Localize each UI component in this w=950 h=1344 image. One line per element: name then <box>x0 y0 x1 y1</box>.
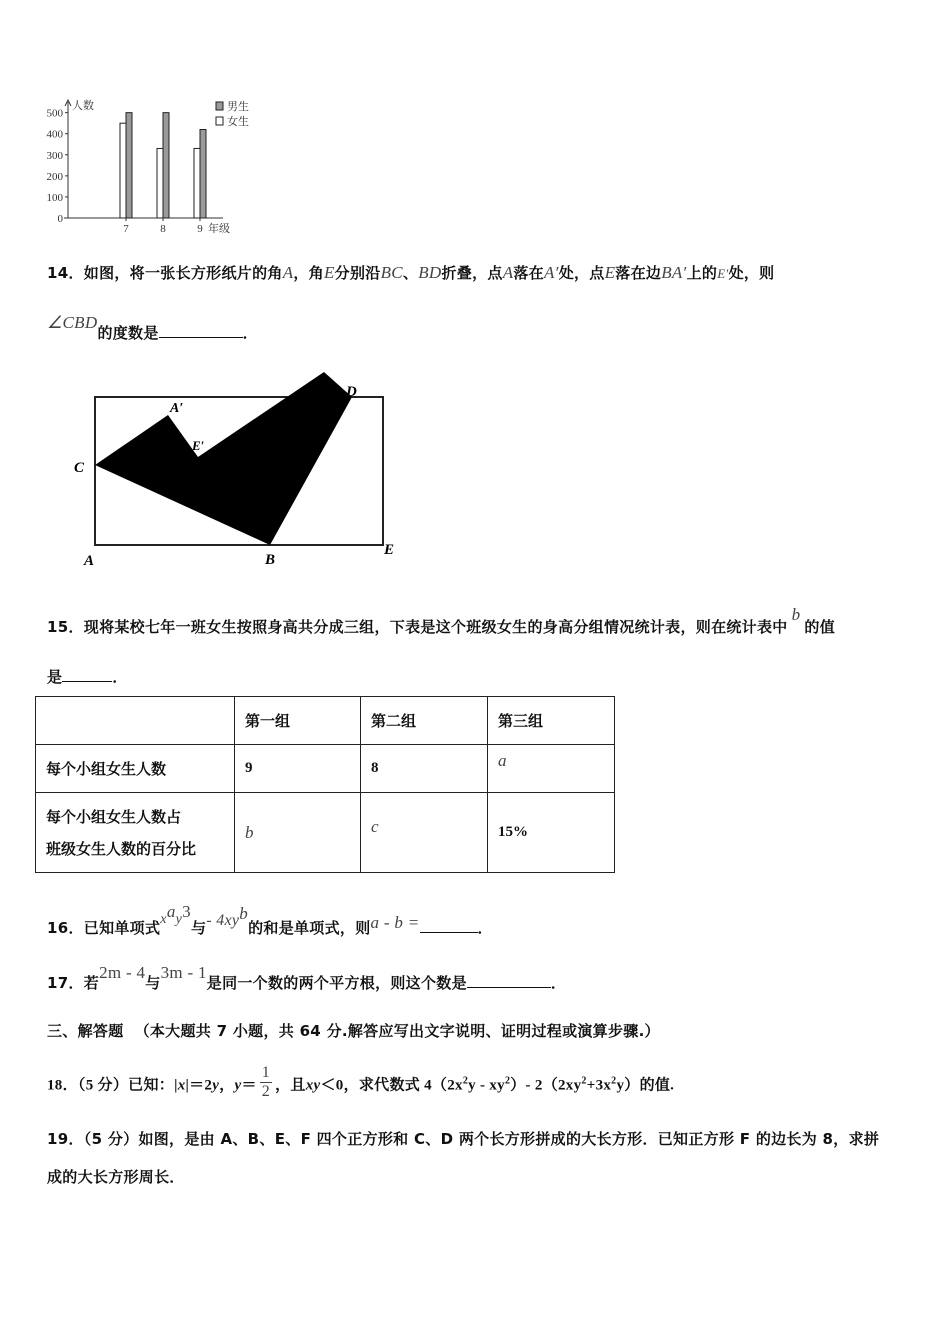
q14-angle-cbd: ∠CBD <box>47 313 98 332</box>
q14-number: 14． <box>47 264 84 282</box>
q15-text: 现将某校七年一班女生按照身高共分成三组，下表是这个班级女生的身高分组情况统计表，则在统计表中 <box>83 618 788 636</box>
table-header-cell: 第二组 <box>361 697 488 745</box>
q16-monomial-1 <box>160 902 191 927</box>
q14-var-e: E <box>323 263 335 282</box>
y-tick-label: 200 <box>46 170 63 183</box>
question-17 <box>47 963 567 993</box>
q16-expression: a - b = <box>370 913 420 932</box>
q16-text: 已知单项式 <box>83 919 161 937</box>
q18-text: 已知：| <box>128 1077 178 1094</box>
table-row <box>36 793 615 873</box>
question-15-line1 <box>47 605 836 637</box>
table-cell <box>488 745 615 793</box>
x-axis-label: 年级 <box>208 222 230 235</box>
q14-var-a: A <box>502 263 514 282</box>
section-note: （本大题共 7 小题，共 64 分.解答应写出文字说明、证明过程或演算步骤.） <box>134 1022 660 1040</box>
q16-text: 的和是单项式，则 <box>248 919 371 937</box>
row-label-line: 班级女生人数的百分比 <box>46 839 197 858</box>
q19-number: 19． <box>47 1130 84 1148</box>
question-19-line1 <box>47 1128 879 1149</box>
label-e: E <box>384 542 395 558</box>
section-3-heading <box>47 1020 660 1041</box>
q14-text: 处，则 <box>728 264 775 282</box>
q16-exp-b: b <box>239 904 249 923</box>
question-18 <box>47 1064 675 1104</box>
table-header-cell <box>36 697 235 745</box>
legend-swatch <box>216 102 223 110</box>
table-row <box>36 745 615 793</box>
label-e-prime: E′ <box>192 438 205 453</box>
table-row-label: 每个小组女生人数 <box>36 745 235 793</box>
table-var-c: c <box>371 816 379 836</box>
y-tick-label: 0 <box>57 213 63 225</box>
q16-4xy: - 4xy <box>206 912 240 929</box>
folding-figure <box>70 362 410 572</box>
q14-seg-bap: BA′ <box>661 263 687 282</box>
q14-var-ap: A′ <box>543 263 559 282</box>
section-title: 三、解答题 <box>47 1022 124 1040</box>
q18-y: y <box>234 1077 242 1094</box>
q16-monomial-2 <box>206 904 249 929</box>
question-19-line2 <box>47 1166 185 1187</box>
bar-boys <box>126 113 132 218</box>
bar-girls <box>157 148 163 218</box>
q15-line2: 是 <box>47 668 63 686</box>
q18-text: ）- 2（2xy <box>510 1077 582 1094</box>
q16-text: 与 <box>190 919 207 937</box>
q18-text: ，且 <box>275 1077 306 1094</box>
bar-girls <box>120 123 126 218</box>
q19-text: 如图，是由 A、B、E、F 四个正方形和 C、D 两个长方形拼成的大长方形．已知正方形 F 的边长为 8，求拼 <box>138 1130 880 1148</box>
q14-text: 分别沿 <box>334 264 381 282</box>
y-axis-label: 人数 <box>72 99 94 112</box>
q18-x: x <box>177 1077 186 1094</box>
q14-end: ． <box>242 324 258 342</box>
q19-score: （5 分） <box>83 1130 139 1148</box>
q16-number: 16． <box>47 919 84 937</box>
q18-number: 18． <box>47 1077 78 1094</box>
q16-exp-a: a <box>166 902 176 921</box>
q17-expr-1: 2m - 4 <box>99 963 146 982</box>
legend-swatch <box>216 117 223 125</box>
x-tick-label: 8 <box>160 223 166 235</box>
q17-text: 是同一个数的两个平方根，则这个数是 <box>206 974 467 992</box>
q18-text: ， <box>219 1077 235 1094</box>
bar-girls <box>194 148 200 218</box>
q14-answer-blank[interactable] <box>159 337 243 338</box>
q18-sup: 2 <box>581 1075 587 1087</box>
q14-text: 上的 <box>686 264 718 282</box>
height-group-table <box>35 696 615 873</box>
table-cell: 9 <box>235 745 361 793</box>
y-tick-label: 300 <box>46 149 63 162</box>
q17-text: 若 <box>83 974 100 992</box>
q15-number: 15． <box>47 618 84 636</box>
q18-sup: 2 <box>504 1075 511 1087</box>
q16-x: x <box>160 912 167 927</box>
q18-xy: xy <box>305 1077 321 1094</box>
q18-text: |＝2 <box>185 1077 213 1094</box>
q15-answer-blank[interactable] <box>62 681 112 682</box>
fraction-numerator: 1 <box>261 1064 271 1081</box>
q14-var-ep: E′ <box>717 266 729 281</box>
table-cell: 8 <box>361 745 488 793</box>
y-tick-label: 500 <box>46 107 63 120</box>
row-label-line: 每个小组女生人数占 <box>46 807 182 826</box>
q17-answer-blank[interactable] <box>467 987 551 988</box>
table-cell <box>361 793 488 873</box>
table-cell <box>235 793 361 873</box>
q18-fraction <box>260 1064 272 1100</box>
grade-gender-bar-chart <box>30 92 270 240</box>
q14-text: 处，点 <box>558 264 605 282</box>
table-header-cell: 第三组 <box>488 697 615 745</box>
table-cell: 15% <box>488 793 615 873</box>
label-c: C <box>74 460 85 476</box>
q18-text: y - xy <box>468 1077 505 1094</box>
q14-var-a: A <box>282 263 294 282</box>
q16-answer-blank[interactable] <box>420 932 478 933</box>
q15-end: ． <box>112 668 128 686</box>
q17-text: 与 <box>145 974 161 992</box>
label-d: D <box>346 384 357 400</box>
q18-text: y）的值. <box>616 1077 675 1094</box>
q18-y: y <box>212 1077 220 1094</box>
table-row-label <box>36 793 235 873</box>
q14-text: 的度数是 <box>97 324 159 342</box>
x-tick-label: 7 <box>123 223 129 235</box>
question-15-line2 <box>47 666 128 687</box>
q15-text2: 的值 <box>804 618 836 636</box>
q18-text: ＝ <box>241 1077 257 1094</box>
table-var-b: b <box>245 822 254 842</box>
q16-y: y <box>175 912 183 927</box>
q14-text: 折叠，点 <box>441 264 503 282</box>
table-header-cell: 第一组 <box>235 697 361 745</box>
legend-label: 女生 <box>227 115 249 128</box>
q18-sup: 2 <box>611 1075 617 1087</box>
q14-var-e: E <box>604 263 616 282</box>
q14-text: ，角 <box>293 264 324 282</box>
q14-seg-bd: BD <box>418 263 442 282</box>
q18-score: （5 分） <box>77 1077 129 1094</box>
q17-end: ． <box>550 974 567 992</box>
q14-text: 如图，将一张长方形纸片的角 <box>83 264 283 282</box>
y-tick-label: 400 <box>46 128 63 141</box>
q14-text: 、 <box>402 264 419 282</box>
q17-expr-2: 3m - 1 <box>160 963 207 982</box>
q17-number: 17． <box>47 974 84 992</box>
q18-text: ＜0，求代数式 4（2x <box>320 1077 463 1094</box>
question-14-line1 <box>47 262 774 283</box>
q18-sup: 2 <box>462 1075 469 1087</box>
bar-boys <box>163 113 169 218</box>
x-tick-label: 9 <box>197 223 203 235</box>
y-tick-label: 100 <box>46 191 63 204</box>
label-b: B <box>265 552 276 568</box>
question-14-line2 <box>47 312 258 342</box>
question-16 <box>47 902 493 938</box>
label-a-prime: A′ <box>170 401 184 416</box>
table-var-a: a <box>498 750 507 770</box>
label-a: A <box>84 553 95 569</box>
fraction-denominator: 2 <box>261 1082 271 1100</box>
q15-var-b: b <box>791 605 801 624</box>
q14-text: 落在边 <box>615 264 662 282</box>
bar-boys <box>200 130 206 219</box>
q18-text: +3x <box>586 1077 612 1094</box>
q19-text: 成的大长方形周长． <box>47 1168 185 1186</box>
table-header-row <box>36 697 615 745</box>
q16-exp-3: 3 <box>182 902 191 921</box>
q14-text: 落在 <box>513 264 544 282</box>
legend-label: 男生 <box>227 100 249 113</box>
q14-seg-bc: BC <box>380 263 403 282</box>
q16-end: ． <box>477 919 493 937</box>
